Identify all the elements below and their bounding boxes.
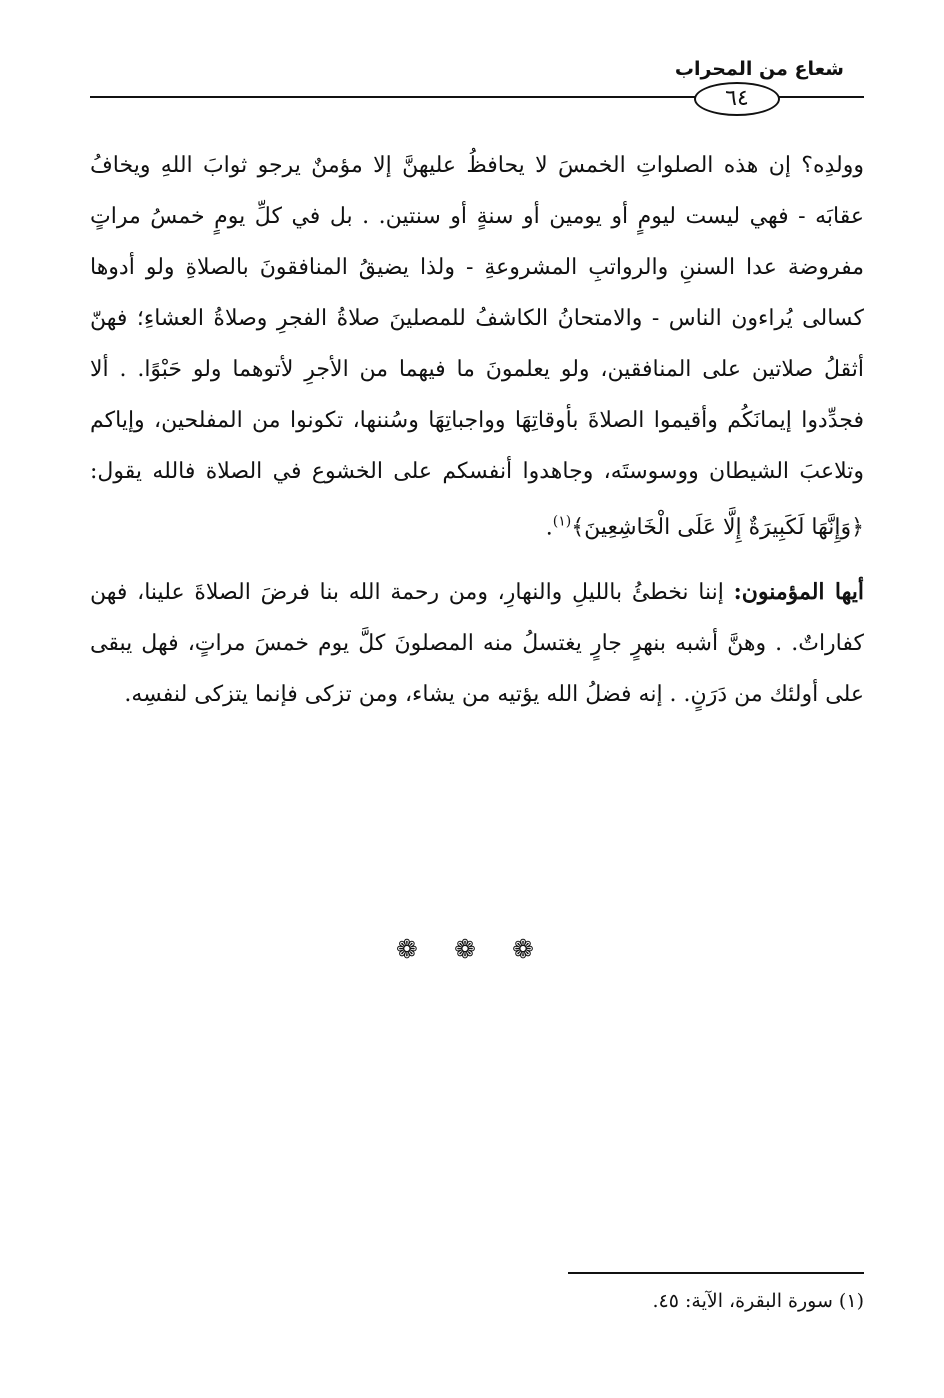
paragraph-1-end: . <box>545 515 553 541</box>
footnote: (١) سورة البقرة، الآية: ٤٥. <box>652 1290 864 1312</box>
paragraph-2 <box>90 567 864 720</box>
quran-verse-text: ﴿وَإِنَّهَا لَكَبِيرَةٌ إِلَّا عَلَى الْخَاشِعِينَ﴾ <box>571 515 864 541</box>
page-number: ٦٤ <box>694 82 780 116</box>
footnote-marker: (١) <box>552 514 572 530</box>
paragraph-1-text: وولدِه؟ إن هذه الصلواتِ الخمسَ لا يحافظُ عليهنَّ إلا مؤمنٌ يرجو ثوابَ اللهِ ويخافُ عقابَه - فهي ليست ليومٍ أو يومين أو سنةٍ أو سنتين. . بل في كلِّ يومٍ خمسُ مراتٍ مفروضة عدا السننِ والرواتبِ المشروعةِ - ولذا يضيقُ المنافقونَ بالصلاةِ ولو أدوها كسالى يُراءون الناس - والامتحانُ الكاشفُ للمصلينَ صلاةُ الفجرِ وصلاةُ العشاءِ؛ فهنّ أثقلُ صلاتين على المنافقين، ولو يعلمونَ ما فيهما من الأجرِ لأتوهما ولو حَبْوًا. . ألا فجدِّدوا إيمانَكُم وأقيموا الصلاةَ بأوقاتِهَا وواجباتِهَا وسُننها، تكونوا من المفلحين، وإياكم وتلاعبَ الشيطان ووسوستَه، وجاهدوا أنفسكم على الخشوع في الصلاة فالله يقول: <box>90 153 864 484</box>
quran-verse <box>553 515 864 540</box>
main-text <box>90 140 864 720</box>
paragraph-1 <box>90 140 864 553</box>
paragraph-2-text: إننا نخطئُ بالليلِ والنهارِ، ومن رحمة الله بنا فرضَ الصلاةَ علينا، فهن كفاراتٌ. . وهنَّ أشبه بنهرٍ جارٍ يغتسلُ منه المصلونَ كلَّ يوم خمسَ مراتٍ، فهل يبقى على أولئك من دَرَنٍ. . إنه فضلُ الله يؤتيه من يشاء، ومن تزكى فإنما يتزكى لنفسِه. <box>90 580 864 708</box>
paragraph-2-lead: أيها المؤمنون: <box>733 579 865 606</box>
section-separator-icon: ❁ ❁ ❁ <box>396 935 548 965</box>
running-header-title: شعاع من المحراب <box>674 58 844 80</box>
footnote-rule <box>568 1272 864 1274</box>
